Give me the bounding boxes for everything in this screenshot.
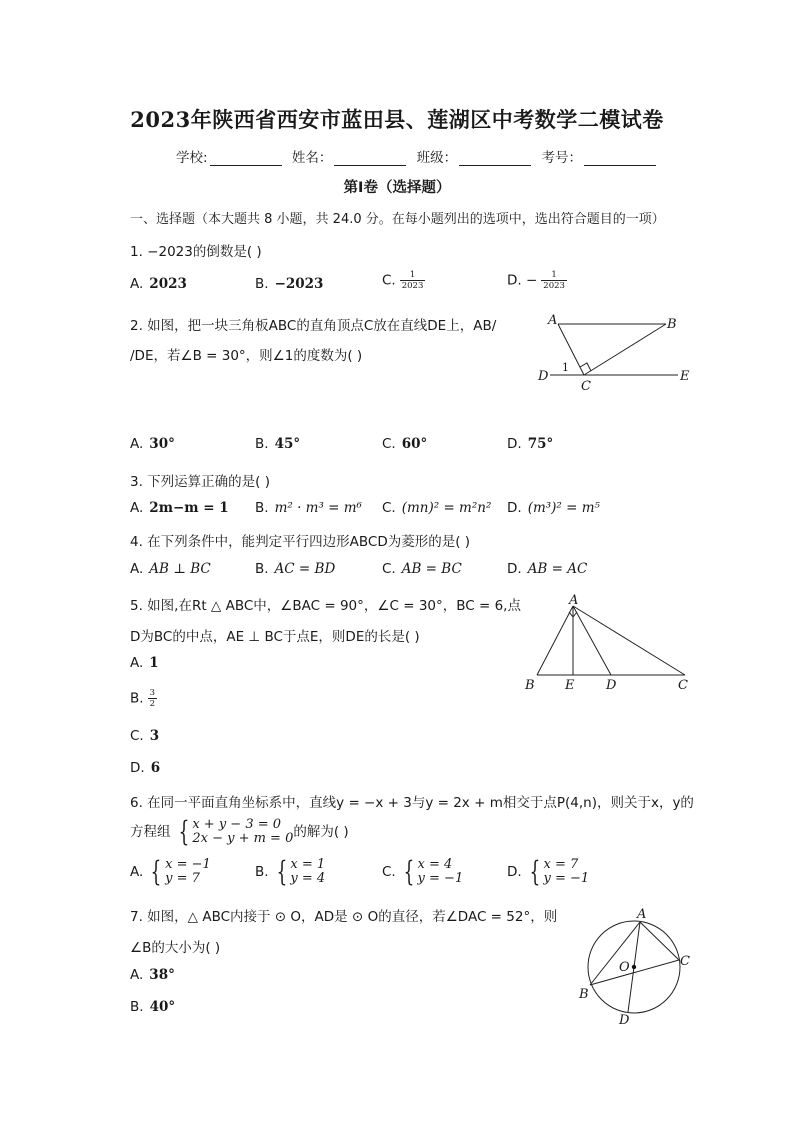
q3-option-d: D. (m³)² = m⁵ [507,500,600,516]
q2-option-c: C. 60° [382,436,428,452]
q5-label-d: D [606,678,617,693]
q4-option-b: B. AC = BD [255,561,336,577]
school-label: 学校: [176,150,208,166]
q7-label-d: D [619,1013,630,1028]
q1-stem: 1. −2023的倒数是( ) [130,244,262,260]
q4-stem: 4. 在下列条件中，能判定平行四边形ABCD为菱形的是( ) [130,534,471,550]
q5-option-a: A. 1 [130,655,159,671]
q5-line-ab [537,606,573,675]
q5-label-e: E [565,678,575,693]
q4-option-c: C. AB = BC [382,561,462,577]
q5-line-ac [573,606,685,675]
q6-equation-system: { x + y − 3 = 0 2x − y + m = 0 [178,815,294,848]
q1-option-a: A. 2023 [130,276,187,292]
q7-label-o: O [619,960,630,975]
q1-option-b: B. −2023 [255,276,324,292]
q6-option-d: D. { x = 7 y = −1 [507,855,590,888]
q5-label-c: C [678,678,688,693]
q2-figure [536,310,696,396]
q6-option-c: C. { x = 4 y = −1 [382,855,464,888]
q5-option-b: B. $\frac{3}{2}$ [130,688,155,709]
q5-label-b: B [525,678,535,693]
q6-option-a: A. { x = −1 y = 7 [130,855,211,888]
q4-option-a: A. AB ⊥ BC [130,561,211,577]
name-label: 姓名： [291,150,333,166]
q2-label-c: C [581,379,591,394]
q7-center-point [632,965,636,969]
class-blank [459,151,531,166]
part-heading: 一、选择题（本大题共 8 小题，共 24.0 分。在每小题列出的选项中，选出符合题目的一项） [130,212,665,227]
q3-option-c: C. (mn)² = m²n² [382,500,492,516]
q5-line-ad [573,606,611,675]
name-blank [334,151,406,166]
q5-option-d: D. 6 [130,760,161,776]
q7-label-a: A [637,907,647,922]
q3-stem: 3. 下列运算正确的是( ) [130,474,270,490]
student-info-line [176,146,662,166]
q7-figure [578,900,698,1030]
q2-stem-line2: /DE，若∠B = 30°，则∠1的度数为( ) [130,348,363,364]
school-blank [210,151,282,166]
q5-stem-line2: D为BC的中点，AE ⊥ BC于点E，则DE的长是( ) [130,629,420,645]
q7-option-a: A. 38° [130,967,175,983]
exam-no-blank [584,151,656,166]
q6-stem-line2: 方程组 { x + y − 3 = 0 2x − y + m = 0 的解为( ) [130,815,349,848]
q2-line-bc [584,324,666,375]
q7-option-b: B. 40° [130,999,176,1015]
q6-stem-line1: 6. 在同一平面直角坐标系中，直线y = −x + 3与y = 2x + m相交于点P(4,n)，则关于x，y的 [130,795,694,811]
q4-option-d: D. AB = AC [507,561,588,577]
q2-label-b: B [667,317,677,332]
class-label: 班级： [416,150,458,166]
q6-option-b: B. { x = 1 y = 4 [255,855,326,888]
q2-label-d: D [538,369,549,384]
q5-stem-line1: 5. 如图,在Rt △ ABC中，∠BAC = 90°，∠C = 30°，BC = 6,点 [130,598,521,614]
exam-title: 2023年陕西省西安市蓝田县、莲湖区中考数学二模试卷 [130,107,664,132]
q7-line-ac [640,922,679,960]
q7-stem-line2: ∠B的大小为( ) [130,940,221,956]
q2-option-a: A. 30° [130,436,175,452]
q5-figure [520,592,696,696]
q5-label-a: A [569,593,579,608]
q7-stem-line1: 7. 如图，△ ABC内接于 ⊙ O，AD是 ⊙ O的直径，若∠DAC = 52°，则 [130,909,558,925]
q7-label-b: B [579,987,589,1002]
q2-label-angle1: 1 [562,361,569,374]
q1-option-d: D. − $\frac{1}{2023}$ [507,270,565,291]
q3-option-a: A. 2m−m = 1 [130,500,229,516]
q2-stem-line1: 2. 如图，把一块三角板ABC的直角顶点C放在直线DE上，AB/ [130,318,497,334]
q2-label-e: E [680,369,690,384]
q3-option-b: B. m² · m³ = m⁶ [255,500,362,516]
q2-option-b: B. 45° [255,436,301,452]
q5-option-c: C. 3 [130,728,160,744]
exam-no-label: 考号： [541,150,582,166]
q1-option-c: C. $\frac{1}{2023}$ [382,270,424,291]
q7-label-c: C [680,954,690,969]
section-title: 第Ⅰ卷（选择题） [343,180,451,196]
q2-label-a: A [548,313,558,328]
q2-option-d: D. 75° [507,436,554,452]
